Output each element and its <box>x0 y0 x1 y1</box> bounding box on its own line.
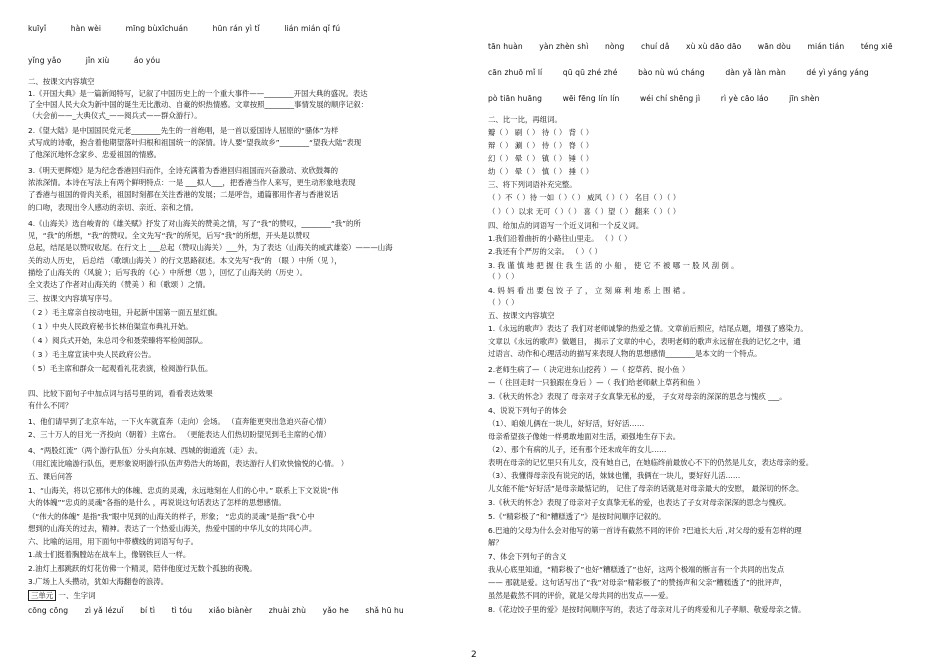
text-line: （ ）不（ ）待 一如（ ）（ ） 威风（ ）（ ） 名目（ ）（ ） <box>488 193 681 202</box>
pinyin-word: áo yóu <box>133 56 161 65</box>
section-heading: 六、比喻的运用，用下面句中带横线的词语写句子。 <box>28 537 198 546</box>
text-line: 1.战士们挺着胸膛站在战车上，像钢铁巨人一样。 <box>28 550 191 559</box>
pinyin-word: rì yè cāo láo <box>720 94 769 103</box>
pinyin-word: wān dòu <box>757 42 791 51</box>
text-line: 3.广场上人头攒动，犹如大海翻卷的浪涛。 <box>28 577 169 586</box>
pinyin-word: tān huàn <box>488 42 523 51</box>
text-line: 3. 我 谨 慎 地 把 握 住 我 生 活 的 小 船 ， 使 它 不 被 哪 一 股 风 刮 倒 。 <box>488 261 739 270</box>
text-line: 有什么不同？ <box>28 401 73 410</box>
text-line: 解？ <box>488 538 503 547</box>
text-line: 2.我还有个严厉的父亲。 （ ）（ ） <box>488 247 602 256</box>
section-heading: 4、说说下列句子的体会 <box>488 406 567 415</box>
text-line: 幼（ ） 晕（ ） 慎（ ） 捶（ ） <box>488 167 594 176</box>
text-line: 瓣（ ） 刷（ ） 待（ ） 背（ ） <box>488 128 594 137</box>
section-heading: 五、课后问答 <box>28 472 73 481</box>
text-line: 式写成的诗歌，抱含着他期望落叶归根和祖国统一的深情。诗人要“望我故乡”________“望我大陆”表现 <box>28 138 362 147</box>
pinyin-row <box>488 68 869 78</box>
section-heading: 二、按课文内容填空 <box>28 77 95 86</box>
pinyin-word: mián tián <box>807 42 845 51</box>
text-line: 4. 妈 妈 看 出 要 包 饺 子 了 ， 立 刻 麻 利 地 系 上 围 裙 。 <box>488 286 690 295</box>
section-heading: 三、将下列词语补充完整。 <box>488 180 577 189</box>
text-line: 关的动人历史， 后总结 （歌颂山海关 ）的行文思路叙述。本文先写“我”的 （眼 ）中所（见 ）， <box>28 256 342 265</box>
pinyin-word: dàn yǎ làn màn <box>725 68 786 77</box>
unit-subheading: 一、生字词 <box>58 591 96 600</box>
text-line: 了他深沉地怀念家乡、忠爱祖国的情感。 <box>28 150 162 159</box>
text-line: （ ）（ ）以求 无可（ ）（ ） 喜（ ）望（ ） 翻来（ ）（ ） <box>488 207 681 216</box>
text-line: 虽然是截然不同的评价，就是父母共同的出发点——爱。 <box>488 591 673 600</box>
text-line: 2、三十万人的目光一齐投向（朝着）主席台。 （更能表达人们热切盼望见到毛主席的心情） <box>28 430 331 439</box>
pinyin-word: yǎo he <box>322 606 349 615</box>
pinyin-row <box>488 42 893 52</box>
pinyin-word: dé yì yáng yáng <box>806 68 869 77</box>
text-line: —（ 往回走时一只狼跟在身后 ）—（ 我们给老师献上草药和鱼 ） <box>488 378 705 387</box>
text-line: 浓浓深情。本诗在写法上有两个鲜明特点：一是 ___拟人___，把香港当作人来写，更生动形象地表现 <box>28 178 356 187</box>
pinyin-word: mīng bùxīchuán <box>125 24 189 33</box>
text-line: 4.《山海关》选自峻青的《雄关赋》抒发了对山海关的赞美之情，写了“我”的赞叹，________“我”的所 <box>28 219 361 228</box>
text-line: 1、“山海关，将以它那伟大的体魄、忠贞的灵魂，永远地刻在人们的心中。” 联系上下文说说“伟 <box>28 486 339 495</box>
text-line: （1）、咱娘儿俩在一块儿，好好活，好好活…… <box>488 419 645 428</box>
text-line: 4、“两股红流”（两个游行队伍）分头向东城、西城的街道流（走）去。 <box>28 446 263 455</box>
text-line: 的口吻，表现出令人感动的亲切、亲近、亲和之情。 <box>28 203 198 212</box>
pinyin-word: bào nù wú cháng <box>638 68 705 77</box>
text-line: 表明在母亲的记忆里只有儿女，没有她自己，在她临终前最放心不下的仍然是儿女，表达母亲的爱。 <box>488 458 814 467</box>
text-line: 过语言、动作和心理活动的描写来表现人物的思想感情________是本文的一个特点。 <box>488 349 762 358</box>
pinyin-word: xiǎo biànèr <box>208 606 253 615</box>
text-line: （用红流比喻游行队伍，更形象说明游行队伍声势浩大的场面，表达游行人们欢快愉悦的心情。 ） <box>28 459 349 468</box>
section-heading: 五、按课文内容填空 <box>488 311 555 320</box>
text-line: 6.巴迪的父母为什么会对他写的第一首诗有截然不同的评价 ?巴迪长大后 ,对父母的爱有怎样的理 <box>488 526 802 535</box>
text-line: 1.《永远的歌声》表达了 我们对老师诚挚的热爱之情。文章前后照应，结尾点题，增强了感染力。 <box>488 324 808 333</box>
pinyin-word: zhuài zhù <box>268 606 307 615</box>
text-line: 2.老师生病了—（ 决定进东山挖药 ）—（ 挖草药、捉小鱼 ） <box>488 365 690 374</box>
text-line: 3.《秋天的怀念》表现了母亲对子女真挚无私的爱，也表达了子女对母亲深深的思念与愧疚。 <box>488 498 791 507</box>
pinyin-word: hūn rán yì tǐ <box>212 24 260 33</box>
pinyin-word: chuí dǎ <box>640 42 670 51</box>
section-heading: 7、体会下列句子的含义 <box>488 552 567 561</box>
pinyin-word: wēi fēng lín lín <box>562 94 620 103</box>
pinyin-word: qū qū zhé zhé <box>562 68 618 77</box>
text-line: 了香港与祖国的骨肉关系，祖国时刻都在关注香港的发展；二是呼告，通篇都用作者与香港说话 <box>28 190 339 199</box>
pinyin-word: jīn shèn <box>789 94 820 103</box>
text-line: 文章以《永远的歌声》做题目， 揭示了文章的中心，表明老师的歌声永远留在我的记忆之中，通 <box>488 337 801 346</box>
pinyin-word: cān zhuō mǐ lí <box>488 68 543 77</box>
pinyin-word: wéi chí shēng jì <box>639 94 701 103</box>
text-line: —— 那就是爱。这句话写出了“我”对母亲“精彩极了”的赞扬声和父亲“糟糕透了”的批评声， <box>488 578 787 587</box>
pinyin-row <box>28 56 182 66</box>
text-line: 2.《望大陆》是中国国民党元老________先生的一首绝唱，是一首以爱国诗人屈原的“骚体”为样 <box>28 126 339 135</box>
text-line: （大会前——_大典仪式_——阅兵式——群众游行）。 <box>28 111 202 120</box>
text-line: 2.油灯上那跳跃的灯花仿佛一个精灵，陪伴他度过无数个孤独的夜晚。 <box>28 564 257 573</box>
section-heading: 四、给加点的词语写一个近义词和一个反义词。 <box>488 221 644 230</box>
section-heading: 四、比较下面句子中加点词与括号里的词，看看表达效果 <box>28 389 213 398</box>
page-number: 2 <box>471 650 477 660</box>
text-line: （ 3 ）毛主席宣读中央人民政府公告。 <box>28 350 156 359</box>
pinyin-word: zì yǎ lézuǐ <box>84 606 124 615</box>
text-line: 大的体魄”“忠贞的灵魂”各指的是什么 ，再说说这句话表达了怎样的思想感情。 <box>28 498 286 507</box>
text-line: （ 4 ）阅兵式开始，朱总司令和聂荣臻将军检阅部队。 <box>28 336 208 345</box>
text-line: 1、他们请早到了北京车站，一下火车就直奔（走向）会场。 （直奔能更突出急迫兴奋心情） <box>28 417 331 426</box>
pinyin-word: yǐng yǎo <box>28 56 62 65</box>
text-line: 1.《开国大典》是一篇新闻特写，记叙了中国历史上的一个重大事件——________开国大典的盛况。表达 <box>28 89 368 98</box>
text-line: （ ）（ ） <box>488 298 519 307</box>
text-line: （ 1 ）中央人民政府秘书长林伯渠宣布典礼开始。 <box>28 322 193 331</box>
pinyin-word: lián mián qǐ fú <box>284 24 341 33</box>
text-line: 了全中国人民大众为新中国的诞生无比激动、自豪的炽热情感。文章按照________事情发展的顺序记叙： <box>28 100 368 109</box>
text-line: 全文表达了作者对山海关的（赞美 ）和（歌颂 ）之情。 <box>28 280 211 289</box>
pinyin-word: hàn wèi <box>70 24 102 33</box>
text-line: （ 2 ）毛主席亲自按动电钮，升起新中国第一面五星红旗。 <box>28 308 223 317</box>
text-line: （ 5）毛主席和群众一起观看礼花表演，检阅游行队伍。 <box>28 364 213 373</box>
text-line: 幻（ ） 晕（ ） 镇（ ） 锤（ ） <box>488 154 594 163</box>
pinyin-word: tì tóu <box>171 606 193 615</box>
text-line: 3.《秋天的怀念》表现了 母亲对子女真挚无私的爱， 子女对母亲的深深的思念与愧疚 ___。 <box>488 392 787 401</box>
pinyin-row <box>488 94 820 104</box>
pinyin-row <box>28 24 362 34</box>
pinyin-word: kuīyǐ <box>28 24 47 33</box>
text-line: 描绘了山海关的（风貌 ）；后写我的（心 ）中所想（思 ），回忆了山海关的（历史 ）。 <box>28 268 308 277</box>
text-line: 5.《“精彩极了”和“糟糕透了”》是按时间顺序记叙的。 <box>488 512 666 521</box>
text-line: 想到的山海关的过去，精神。表达了一个热爱山海关，热爱中国的中华儿女的共同心声。 <box>28 524 317 533</box>
pinyin-word: shǎ hū hu <box>365 606 404 615</box>
pinyin-word: pò tiān huāng <box>488 94 543 103</box>
pinyin-word: bí tì <box>140 606 156 615</box>
text-line: 我从心底里知道，“精彩极了”也好“糟糕透了”也好，这两个极端的断言有一个共同的出发点 <box>488 565 785 574</box>
text-line: 见，“我”的所想，“我”的赞叹。全文先写“我”的所见，后写“我”的所想，开头是以赞叹 <box>28 231 310 240</box>
pinyin-word: jǐn xiù <box>85 56 110 65</box>
pinyin-word: cōng cōng <box>28 606 69 615</box>
section-heading: 三、按课文内容填写序号。 <box>28 294 117 303</box>
pinyin-word: yàn zhèn shì <box>539 42 589 51</box>
text-line: （2）、那个有病的儿子，还有那个还未成年的女儿…… <box>488 445 667 454</box>
text-line: 总起，结尾是以赞叹收尾。在行文上 ___总起（赞叹山海关）___外，为了表达（山海关的威武雄姿）———山海 <box>28 243 393 252</box>
text-line: 儿女能不能“好好活”是母亲最惦记的， 记住了母亲的话就是对母亲最大的安慰， 最深切的怀念。 <box>488 484 804 493</box>
pinyin-word: téng xiē <box>860 42 893 51</box>
text-line: 母亲希望孩子像她一样勇敢地面对生活，顽强地生存下去。 <box>488 432 681 441</box>
text-line: （“伟大的体魄” 是指“我”眼中见到的山海关的样子，形象； “忠贞的灵魂”是指“我”心中 <box>28 512 315 521</box>
pinyin-row <box>28 606 404 616</box>
text-line: 辩（ ） 涮（ ） 侍（ ） 脊（ ） <box>488 141 594 150</box>
text-line: （3）、我懂得母亲没有说完的话，妹妹也懂，我俩在一块儿，要好好儿活…… <box>488 471 741 480</box>
unit-box: 三单元 <box>28 590 56 601</box>
text-line: （ ）（ ） <box>488 272 519 281</box>
unit-heading <box>28 591 96 601</box>
text-line: 8.《花边饺子里的爱》是按时间顺序写的，表达了母亲对儿子的疼爱和儿子孝顺、敬爱母亲之情。 <box>488 605 806 614</box>
section-heading: 二、比一比，再组词。 <box>488 115 562 124</box>
text-line: 1.我们沿着曲折的小路往山里走。 （ ）（ ） <box>488 234 632 243</box>
pinyin-word: xù xù dāo dāo <box>685 42 742 51</box>
text-line: 3.《明天更辉煌》是为纪念香港回归而作，全诗充满着为香港回归祖国而兴奋激动、欢欣鼓舞的 <box>28 166 339 175</box>
pinyin-word: nòng <box>604 42 625 51</box>
